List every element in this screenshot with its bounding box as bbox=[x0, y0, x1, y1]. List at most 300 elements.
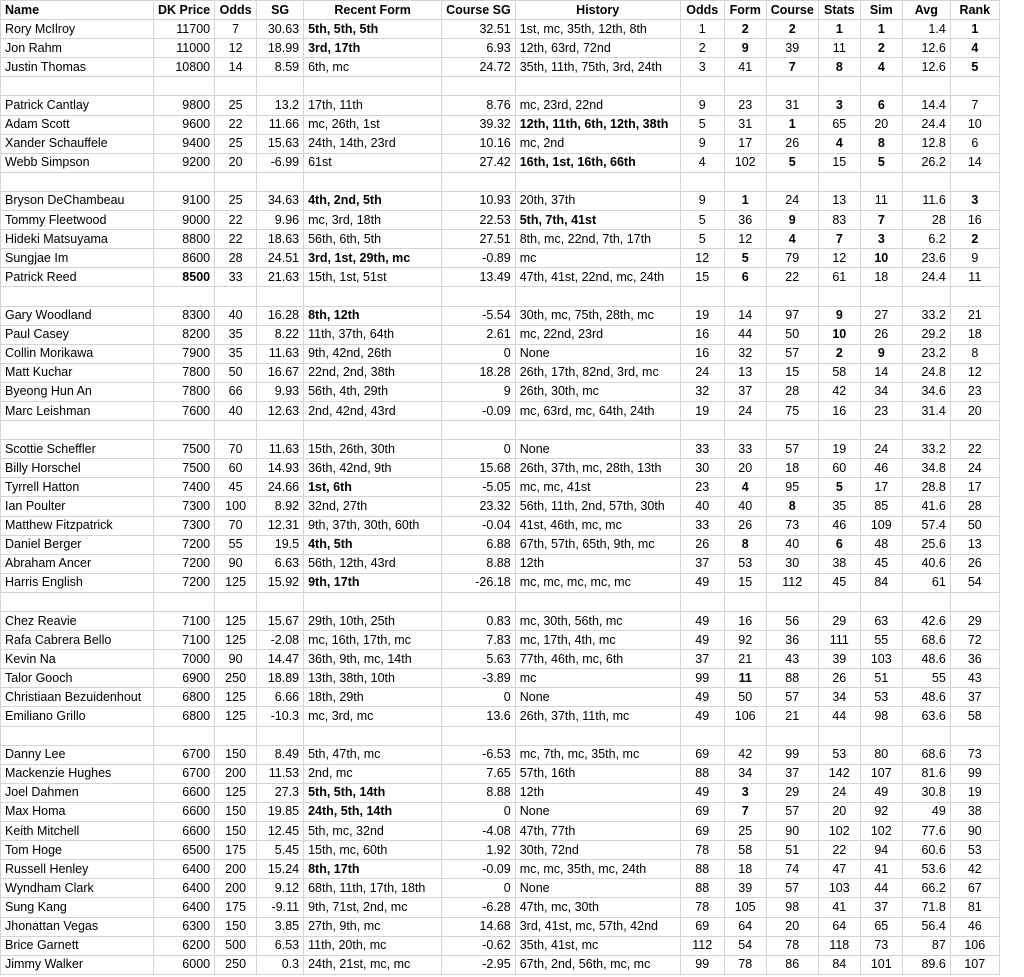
cell-odds[interactable]: 25 bbox=[215, 191, 257, 210]
cell-odds-rank[interactable]: 15 bbox=[680, 268, 724, 287]
cell-history[interactable]: mc, 2nd bbox=[515, 134, 680, 153]
cell-recent-form[interactable]: 56th, 12th, 43rd bbox=[304, 554, 442, 573]
cell-stats[interactable]: 84 bbox=[818, 955, 860, 974]
cell-history[interactable]: mc, 22nd, 23rd bbox=[515, 325, 680, 344]
cell-odds-rank[interactable]: 9 bbox=[680, 191, 724, 210]
empty-cell[interactable] bbox=[680, 287, 724, 306]
cell-dk-price[interactable]: 9400 bbox=[154, 134, 215, 153]
cell-course-sg[interactable]: 2.61 bbox=[442, 325, 516, 344]
cell-odds[interactable]: 20 bbox=[215, 153, 257, 172]
cell-rank[interactable]: 22 bbox=[950, 440, 999, 459]
empty-cell[interactable] bbox=[1, 172, 154, 191]
cell-odds-rank[interactable]: 33 bbox=[680, 440, 724, 459]
cell-course[interactable]: 8 bbox=[766, 497, 818, 516]
cell-form[interactable]: 12 bbox=[724, 230, 766, 249]
cell-avg[interactable]: 33.2 bbox=[902, 440, 950, 459]
cell-odds[interactable]: 125 bbox=[215, 783, 257, 802]
cell-sg[interactable]: 15.67 bbox=[257, 612, 304, 631]
cell-odds-rank[interactable]: 37 bbox=[680, 554, 724, 573]
cell-sim[interactable]: 23 bbox=[860, 401, 902, 420]
header-form[interactable]: Form bbox=[724, 1, 766, 20]
cell-recent-form[interactable]: 15th, 26th, 30th bbox=[304, 440, 442, 459]
cell-odds[interactable]: 55 bbox=[215, 535, 257, 554]
cell-history[interactable]: 5th, 7th, 41st bbox=[515, 211, 680, 230]
cell-dk-price[interactable]: 7000 bbox=[154, 650, 215, 669]
cell-avg[interactable]: 6.2 bbox=[902, 230, 950, 249]
cell-course-sg[interactable]: 32.51 bbox=[442, 20, 516, 39]
cell-sg[interactable]: 12.45 bbox=[257, 822, 304, 841]
cell-form[interactable]: 1 bbox=[724, 191, 766, 210]
cell-odds[interactable]: 33 bbox=[215, 268, 257, 287]
cell-sg[interactable]: 11.66 bbox=[257, 115, 304, 134]
cell-course-sg[interactable]: 8.76 bbox=[442, 96, 516, 115]
cell-avg[interactable]: 12.8 bbox=[902, 134, 950, 153]
empty-cell[interactable] bbox=[215, 77, 257, 96]
cell-dk-price[interactable]: 8800 bbox=[154, 230, 215, 249]
cell-dk-price[interactable]: 6600 bbox=[154, 802, 215, 821]
cell-history[interactable]: 41st, 46th, mc, mc bbox=[515, 516, 680, 535]
cell-dk-price[interactable]: 9200 bbox=[154, 153, 215, 172]
cell-stats[interactable]: 61 bbox=[818, 268, 860, 287]
cell-course-sg[interactable]: -0.62 bbox=[442, 936, 516, 955]
cell-stats[interactable]: 5 bbox=[818, 478, 860, 497]
cell-course-sg[interactable]: 24.72 bbox=[442, 58, 516, 77]
empty-cell[interactable] bbox=[442, 726, 516, 745]
cell-rank[interactable]: 1 bbox=[950, 20, 999, 39]
empty-cell[interactable] bbox=[680, 77, 724, 96]
cell-history[interactable]: 3rd, 41st, mc, 57th, 42nd bbox=[515, 917, 680, 936]
header-course[interactable]: Course bbox=[766, 1, 818, 20]
cell-course-sg[interactable]: 7.83 bbox=[442, 631, 516, 650]
empty-cell[interactable] bbox=[724, 421, 766, 440]
cell-course-sg[interactable]: -0.09 bbox=[442, 401, 516, 420]
cell-course[interactable]: 73 bbox=[766, 516, 818, 535]
cell-history[interactable]: 12th, 11th, 6th, 12th, 38th bbox=[515, 115, 680, 134]
cell-avg[interactable]: 71.8 bbox=[902, 898, 950, 917]
cell-form[interactable]: 106 bbox=[724, 707, 766, 726]
cell-form[interactable]: 24 bbox=[724, 401, 766, 420]
cell-history[interactable]: None bbox=[515, 879, 680, 898]
cell-odds[interactable]: 70 bbox=[215, 516, 257, 535]
cell-dk-price[interactable]: 7200 bbox=[154, 554, 215, 573]
cell-name[interactable]: Russell Henley bbox=[1, 860, 154, 879]
cell-form[interactable]: 42 bbox=[724, 745, 766, 764]
cell-sg[interactable]: 19.5 bbox=[257, 535, 304, 554]
cell-odds-rank[interactable]: 12 bbox=[680, 249, 724, 268]
cell-form[interactable]: 25 bbox=[724, 822, 766, 841]
cell-recent-form[interactable]: 24th, 5th, 14th bbox=[304, 802, 442, 821]
cell-history[interactable]: mc bbox=[515, 669, 680, 688]
cell-odds[interactable]: 14 bbox=[215, 58, 257, 77]
cell-course-sg[interactable]: 23.32 bbox=[442, 497, 516, 516]
cell-avg[interactable]: 34.8 bbox=[902, 459, 950, 478]
cell-odds[interactable]: 40 bbox=[215, 401, 257, 420]
cell-course[interactable]: 86 bbox=[766, 955, 818, 974]
cell-odds-rank[interactable]: 16 bbox=[680, 344, 724, 363]
cell-dk-price[interactable]: 9800 bbox=[154, 96, 215, 115]
cell-course[interactable]: 57 bbox=[766, 879, 818, 898]
cell-course-sg[interactable]: -3.89 bbox=[442, 669, 516, 688]
cell-course-sg[interactable]: 0.83 bbox=[442, 612, 516, 631]
cell-course[interactable]: 88 bbox=[766, 669, 818, 688]
cell-odds[interactable]: 125 bbox=[215, 573, 257, 592]
cell-course[interactable]: 1 bbox=[766, 115, 818, 134]
cell-dk-price[interactable]: 7400 bbox=[154, 478, 215, 497]
cell-odds-rank[interactable]: 49 bbox=[680, 783, 724, 802]
cell-sg[interactable]: 5.45 bbox=[257, 841, 304, 860]
cell-course[interactable]: 98 bbox=[766, 898, 818, 917]
empty-cell[interactable] bbox=[257, 172, 304, 191]
cell-sim[interactable]: 3 bbox=[860, 230, 902, 249]
cell-stats[interactable]: 44 bbox=[818, 707, 860, 726]
header-sg[interactable]: SG bbox=[257, 1, 304, 20]
header-stats[interactable]: Stats bbox=[818, 1, 860, 20]
cell-sg[interactable]: 15.92 bbox=[257, 573, 304, 592]
cell-history[interactable]: mc, 17th, 4th, mc bbox=[515, 631, 680, 650]
cell-form[interactable]: 7 bbox=[724, 802, 766, 821]
cell-sim[interactable]: 45 bbox=[860, 554, 902, 573]
cell-name[interactable]: Gary Woodland bbox=[1, 306, 154, 325]
cell-rank[interactable]: 50 bbox=[950, 516, 999, 535]
cell-avg[interactable]: 53.6 bbox=[902, 860, 950, 879]
cell-name[interactable]: Kevin Na bbox=[1, 650, 154, 669]
cell-name[interactable]: Danny Lee bbox=[1, 745, 154, 764]
cell-odds[interactable]: 40 bbox=[215, 306, 257, 325]
empty-cell[interactable] bbox=[442, 287, 516, 306]
cell-form[interactable]: 37 bbox=[724, 382, 766, 401]
cell-course-sg[interactable]: 13.6 bbox=[442, 707, 516, 726]
cell-form[interactable]: 102 bbox=[724, 153, 766, 172]
cell-sg[interactable]: 19.85 bbox=[257, 802, 304, 821]
empty-cell[interactable] bbox=[257, 287, 304, 306]
empty-cell[interactable] bbox=[766, 287, 818, 306]
cell-sim[interactable]: 10 bbox=[860, 249, 902, 268]
cell-sim[interactable]: 107 bbox=[860, 764, 902, 783]
cell-recent-form[interactable]: mc, 3rd, 18th bbox=[304, 211, 442, 230]
cell-name[interactable]: Jimmy Walker bbox=[1, 955, 154, 974]
cell-sg[interactable]: 16.28 bbox=[257, 306, 304, 325]
cell-sim[interactable]: 2 bbox=[860, 39, 902, 58]
cell-dk-price[interactable]: 8500 bbox=[154, 268, 215, 287]
cell-stats[interactable]: 1 bbox=[818, 20, 860, 39]
cell-course-sg[interactable]: -4.08 bbox=[442, 822, 516, 841]
empty-cell[interactable] bbox=[257, 421, 304, 440]
cell-odds[interactable]: 175 bbox=[215, 841, 257, 860]
cell-stats[interactable]: 47 bbox=[818, 860, 860, 879]
cell-sg[interactable]: 6.66 bbox=[257, 688, 304, 707]
cell-course[interactable]: 43 bbox=[766, 650, 818, 669]
cell-sg[interactable]: 9.96 bbox=[257, 211, 304, 230]
cell-stats[interactable]: 111 bbox=[818, 631, 860, 650]
cell-form[interactable]: 13 bbox=[724, 363, 766, 382]
cell-odds[interactable]: 28 bbox=[215, 249, 257, 268]
cell-sg[interactable]: 18.99 bbox=[257, 39, 304, 58]
cell-sim[interactable]: 55 bbox=[860, 631, 902, 650]
cell-course[interactable]: 112 bbox=[766, 573, 818, 592]
cell-sim[interactable]: 65 bbox=[860, 917, 902, 936]
cell-course-sg[interactable]: 1.92 bbox=[442, 841, 516, 860]
empty-cell[interactable] bbox=[950, 77, 999, 96]
cell-stats[interactable]: 26 bbox=[818, 669, 860, 688]
cell-recent-form[interactable]: 36th, 42nd, 9th bbox=[304, 459, 442, 478]
cell-stats[interactable]: 64 bbox=[818, 917, 860, 936]
cell-recent-form[interactable]: 24th, 14th, 23rd bbox=[304, 134, 442, 153]
cell-sg[interactable]: 6.53 bbox=[257, 936, 304, 955]
cell-sim[interactable]: 18 bbox=[860, 268, 902, 287]
cell-name[interactable]: Webb Simpson bbox=[1, 153, 154, 172]
cell-sg[interactable]: 6.63 bbox=[257, 554, 304, 573]
cell-sim[interactable]: 80 bbox=[860, 745, 902, 764]
empty-cell[interactable] bbox=[818, 172, 860, 191]
cell-sg[interactable]: 12.63 bbox=[257, 401, 304, 420]
cell-odds-rank[interactable]: 32 bbox=[680, 382, 724, 401]
cell-recent-form[interactable]: 8th, 17th bbox=[304, 860, 442, 879]
cell-course-sg[interactable]: 6.88 bbox=[442, 535, 516, 554]
cell-name[interactable]: Jon Rahm bbox=[1, 39, 154, 58]
cell-recent-form[interactable]: 32nd, 27th bbox=[304, 497, 442, 516]
cell-recent-form[interactable]: 5th, 5th, 5th bbox=[304, 20, 442, 39]
empty-cell[interactable] bbox=[1, 287, 154, 306]
cell-rank[interactable]: 9 bbox=[950, 249, 999, 268]
cell-history[interactable]: None bbox=[515, 344, 680, 363]
empty-cell[interactable] bbox=[902, 421, 950, 440]
cell-name[interactable]: Mackenzie Hughes bbox=[1, 764, 154, 783]
cell-history[interactable]: 35th, 11th, 75th, 3rd, 24th bbox=[515, 58, 680, 77]
cell-sim[interactable]: 102 bbox=[860, 822, 902, 841]
cell-name[interactable]: Marc Leishman bbox=[1, 401, 154, 420]
cell-dk-price[interactable]: 6600 bbox=[154, 822, 215, 841]
empty-cell[interactable] bbox=[515, 287, 680, 306]
cell-avg[interactable]: 1.4 bbox=[902, 20, 950, 39]
cell-stats[interactable]: 118 bbox=[818, 936, 860, 955]
cell-avg[interactable]: 49 bbox=[902, 802, 950, 821]
cell-name[interactable]: Christiaan Bezuidenhout bbox=[1, 688, 154, 707]
cell-stats[interactable]: 46 bbox=[818, 516, 860, 535]
cell-stats[interactable]: 19 bbox=[818, 440, 860, 459]
cell-odds-rank[interactable]: 5 bbox=[680, 230, 724, 249]
cell-odds-rank[interactable]: 112 bbox=[680, 936, 724, 955]
cell-dk-price[interactable]: 7500 bbox=[154, 459, 215, 478]
cell-form[interactable]: 15 bbox=[724, 573, 766, 592]
cell-rank[interactable]: 5 bbox=[950, 58, 999, 77]
cell-stats[interactable]: 53 bbox=[818, 745, 860, 764]
cell-course-sg[interactable]: -6.28 bbox=[442, 898, 516, 917]
empty-cell[interactable] bbox=[766, 77, 818, 96]
cell-name[interactable]: Justin Thomas bbox=[1, 58, 154, 77]
header-odds[interactable]: Odds bbox=[215, 1, 257, 20]
cell-sim[interactable]: 53 bbox=[860, 688, 902, 707]
cell-recent-form[interactable]: 68th, 11th, 17th, 18th bbox=[304, 879, 442, 898]
cell-sg[interactable]: 18.89 bbox=[257, 669, 304, 688]
cell-name[interactable]: Tom Hoge bbox=[1, 841, 154, 860]
cell-dk-price[interactable]: 6500 bbox=[154, 841, 215, 860]
empty-cell[interactable] bbox=[860, 592, 902, 611]
cell-odds-rank[interactable]: 88 bbox=[680, 879, 724, 898]
cell-odds-rank[interactable]: 69 bbox=[680, 745, 724, 764]
cell-course[interactable]: 15 bbox=[766, 363, 818, 382]
cell-sim[interactable]: 92 bbox=[860, 802, 902, 821]
cell-course[interactable]: 2 bbox=[766, 20, 818, 39]
empty-cell[interactable] bbox=[724, 287, 766, 306]
cell-odds-rank[interactable]: 23 bbox=[680, 478, 724, 497]
cell-stats[interactable]: 13 bbox=[818, 191, 860, 210]
cell-recent-form[interactable]: 11th, 20th, mc bbox=[304, 936, 442, 955]
cell-name[interactable]: Matthew Fitzpatrick bbox=[1, 516, 154, 535]
cell-form[interactable]: 16 bbox=[724, 612, 766, 631]
cell-history[interactable]: 57th, 16th bbox=[515, 764, 680, 783]
cell-rank[interactable]: 23 bbox=[950, 382, 999, 401]
cell-odds[interactable]: 7 bbox=[215, 20, 257, 39]
empty-cell[interactable] bbox=[724, 172, 766, 191]
cell-dk-price[interactable]: 10800 bbox=[154, 58, 215, 77]
cell-course-sg[interactable]: 7.65 bbox=[442, 764, 516, 783]
cell-rank[interactable]: 107 bbox=[950, 955, 999, 974]
cell-history[interactable]: 26th, 37th, 11th, mc bbox=[515, 707, 680, 726]
cell-sim[interactable]: 98 bbox=[860, 707, 902, 726]
cell-course-sg[interactable]: 10.93 bbox=[442, 191, 516, 210]
cell-course-sg[interactable]: -5.54 bbox=[442, 306, 516, 325]
cell-recent-form[interactable]: 9th, 42nd, 26th bbox=[304, 344, 442, 363]
cell-odds[interactable]: 500 bbox=[215, 936, 257, 955]
cell-rank[interactable]: 2 bbox=[950, 230, 999, 249]
cell-avg[interactable]: 42.6 bbox=[902, 612, 950, 631]
cell-course[interactable]: 95 bbox=[766, 478, 818, 497]
cell-sim[interactable]: 73 bbox=[860, 936, 902, 955]
empty-cell[interactable] bbox=[902, 172, 950, 191]
cell-name[interactable]: Rafa Cabrera Bello bbox=[1, 631, 154, 650]
cell-odds[interactable]: 125 bbox=[215, 707, 257, 726]
cell-rank[interactable]: 10 bbox=[950, 115, 999, 134]
cell-sg[interactable]: -9.11 bbox=[257, 898, 304, 917]
empty-cell[interactable] bbox=[154, 421, 215, 440]
cell-stats[interactable]: 42 bbox=[818, 382, 860, 401]
cell-course[interactable]: 79 bbox=[766, 249, 818, 268]
cell-form[interactable]: 26 bbox=[724, 516, 766, 535]
cell-rank[interactable]: 53 bbox=[950, 841, 999, 860]
cell-sim[interactable]: 48 bbox=[860, 535, 902, 554]
cell-history[interactable]: mc, 63rd, mc, 64th, 24th bbox=[515, 401, 680, 420]
cell-course-sg[interactable]: 10.16 bbox=[442, 134, 516, 153]
cell-course-sg[interactable]: -0.04 bbox=[442, 516, 516, 535]
cell-avg[interactable]: 40.6 bbox=[902, 554, 950, 573]
cell-sg[interactable]: 15.63 bbox=[257, 134, 304, 153]
cell-stats[interactable]: 83 bbox=[818, 211, 860, 230]
empty-cell[interactable] bbox=[257, 77, 304, 96]
cell-recent-form[interactable]: 61st bbox=[304, 153, 442, 172]
cell-sim[interactable]: 51 bbox=[860, 669, 902, 688]
cell-recent-form[interactable]: 5th, 47th, mc bbox=[304, 745, 442, 764]
cell-stats[interactable]: 142 bbox=[818, 764, 860, 783]
cell-course[interactable]: 57 bbox=[766, 440, 818, 459]
cell-dk-price[interactable]: 6800 bbox=[154, 707, 215, 726]
cell-history[interactable]: mc, 7th, mc, 35th, mc bbox=[515, 745, 680, 764]
cell-sim[interactable]: 7 bbox=[860, 211, 902, 230]
empty-cell[interactable] bbox=[724, 726, 766, 745]
cell-course-sg[interactable]: 27.42 bbox=[442, 153, 516, 172]
cell-history[interactable]: 56th, 11th, 2nd, 57th, 30th bbox=[515, 497, 680, 516]
cell-name[interactable]: Billy Horschel bbox=[1, 459, 154, 478]
cell-dk-price[interactable]: 7500 bbox=[154, 440, 215, 459]
cell-odds-rank[interactable]: 69 bbox=[680, 917, 724, 936]
cell-course-sg[interactable]: 0 bbox=[442, 802, 516, 821]
cell-dk-price[interactable]: 7200 bbox=[154, 573, 215, 592]
cell-history[interactable]: 26th, 30th, mc bbox=[515, 382, 680, 401]
cell-avg[interactable]: 28.8 bbox=[902, 478, 950, 497]
cell-course-sg[interactable]: 5.63 bbox=[442, 650, 516, 669]
cell-dk-price[interactable]: 7100 bbox=[154, 612, 215, 631]
cell-recent-form[interactable]: 18th, 29th bbox=[304, 688, 442, 707]
cell-rank[interactable]: 17 bbox=[950, 478, 999, 497]
cell-odds-rank[interactable]: 26 bbox=[680, 535, 724, 554]
empty-cell[interactable] bbox=[860, 77, 902, 96]
cell-form[interactable]: 31 bbox=[724, 115, 766, 134]
cell-odds-rank[interactable]: 99 bbox=[680, 955, 724, 974]
cell-rank[interactable]: 19 bbox=[950, 783, 999, 802]
cell-history[interactable]: 12th, 63rd, 72nd bbox=[515, 39, 680, 58]
empty-cell[interactable] bbox=[1, 421, 154, 440]
cell-recent-form[interactable]: 27th, 9th, mc bbox=[304, 917, 442, 936]
cell-course[interactable]: 74 bbox=[766, 860, 818, 879]
cell-sg[interactable]: 3.85 bbox=[257, 917, 304, 936]
cell-dk-price[interactable]: 8200 bbox=[154, 325, 215, 344]
empty-cell[interactable] bbox=[680, 726, 724, 745]
cell-sg[interactable]: 16.67 bbox=[257, 363, 304, 382]
cell-odds[interactable]: 200 bbox=[215, 764, 257, 783]
cell-rank[interactable]: 67 bbox=[950, 879, 999, 898]
cell-odds[interactable]: 25 bbox=[215, 96, 257, 115]
cell-sim[interactable]: 14 bbox=[860, 363, 902, 382]
cell-name[interactable]: Keith Mitchell bbox=[1, 822, 154, 841]
cell-sg[interactable]: 18.63 bbox=[257, 230, 304, 249]
cell-form[interactable]: 53 bbox=[724, 554, 766, 573]
cell-rank[interactable]: 54 bbox=[950, 573, 999, 592]
cell-name[interactable]: Adam Scott bbox=[1, 115, 154, 134]
cell-dk-price[interactable]: 7300 bbox=[154, 497, 215, 516]
cell-stats[interactable]: 12 bbox=[818, 249, 860, 268]
cell-sim[interactable]: 20 bbox=[860, 115, 902, 134]
cell-recent-form[interactable]: mc, 26th, 1st bbox=[304, 115, 442, 134]
cell-recent-form[interactable]: 9th, 37th, 30th, 60th bbox=[304, 516, 442, 535]
cell-sim[interactable]: 85 bbox=[860, 497, 902, 516]
cell-dk-price[interactable]: 6400 bbox=[154, 860, 215, 879]
empty-cell[interactable] bbox=[304, 421, 442, 440]
cell-course[interactable]: 9 bbox=[766, 211, 818, 230]
empty-cell[interactable] bbox=[215, 726, 257, 745]
empty-cell[interactable] bbox=[442, 172, 516, 191]
cell-odds[interactable]: 125 bbox=[215, 612, 257, 631]
cell-avg[interactable]: 26.2 bbox=[902, 153, 950, 172]
cell-form[interactable]: 78 bbox=[724, 955, 766, 974]
cell-sim[interactable]: 9 bbox=[860, 344, 902, 363]
cell-odds-rank[interactable]: 88 bbox=[680, 860, 724, 879]
cell-dk-price[interactable]: 6300 bbox=[154, 917, 215, 936]
empty-cell[interactable] bbox=[818, 421, 860, 440]
cell-recent-form[interactable]: 4th, 5th bbox=[304, 535, 442, 554]
cell-stats[interactable]: 24 bbox=[818, 783, 860, 802]
empty-cell[interactable] bbox=[818, 287, 860, 306]
cell-rank[interactable]: 16 bbox=[950, 211, 999, 230]
cell-rank[interactable]: 4 bbox=[950, 39, 999, 58]
cell-name[interactable]: Sungjae Im bbox=[1, 249, 154, 268]
cell-odds[interactable]: 22 bbox=[215, 115, 257, 134]
empty-cell[interactable] bbox=[902, 592, 950, 611]
empty-cell[interactable] bbox=[1, 77, 154, 96]
cell-rank[interactable]: 11 bbox=[950, 268, 999, 287]
cell-sg[interactable]: 14.47 bbox=[257, 650, 304, 669]
cell-avg[interactable]: 23.2 bbox=[902, 344, 950, 363]
cell-dk-price[interactable]: 6200 bbox=[154, 936, 215, 955]
cell-odds[interactable]: 250 bbox=[215, 955, 257, 974]
